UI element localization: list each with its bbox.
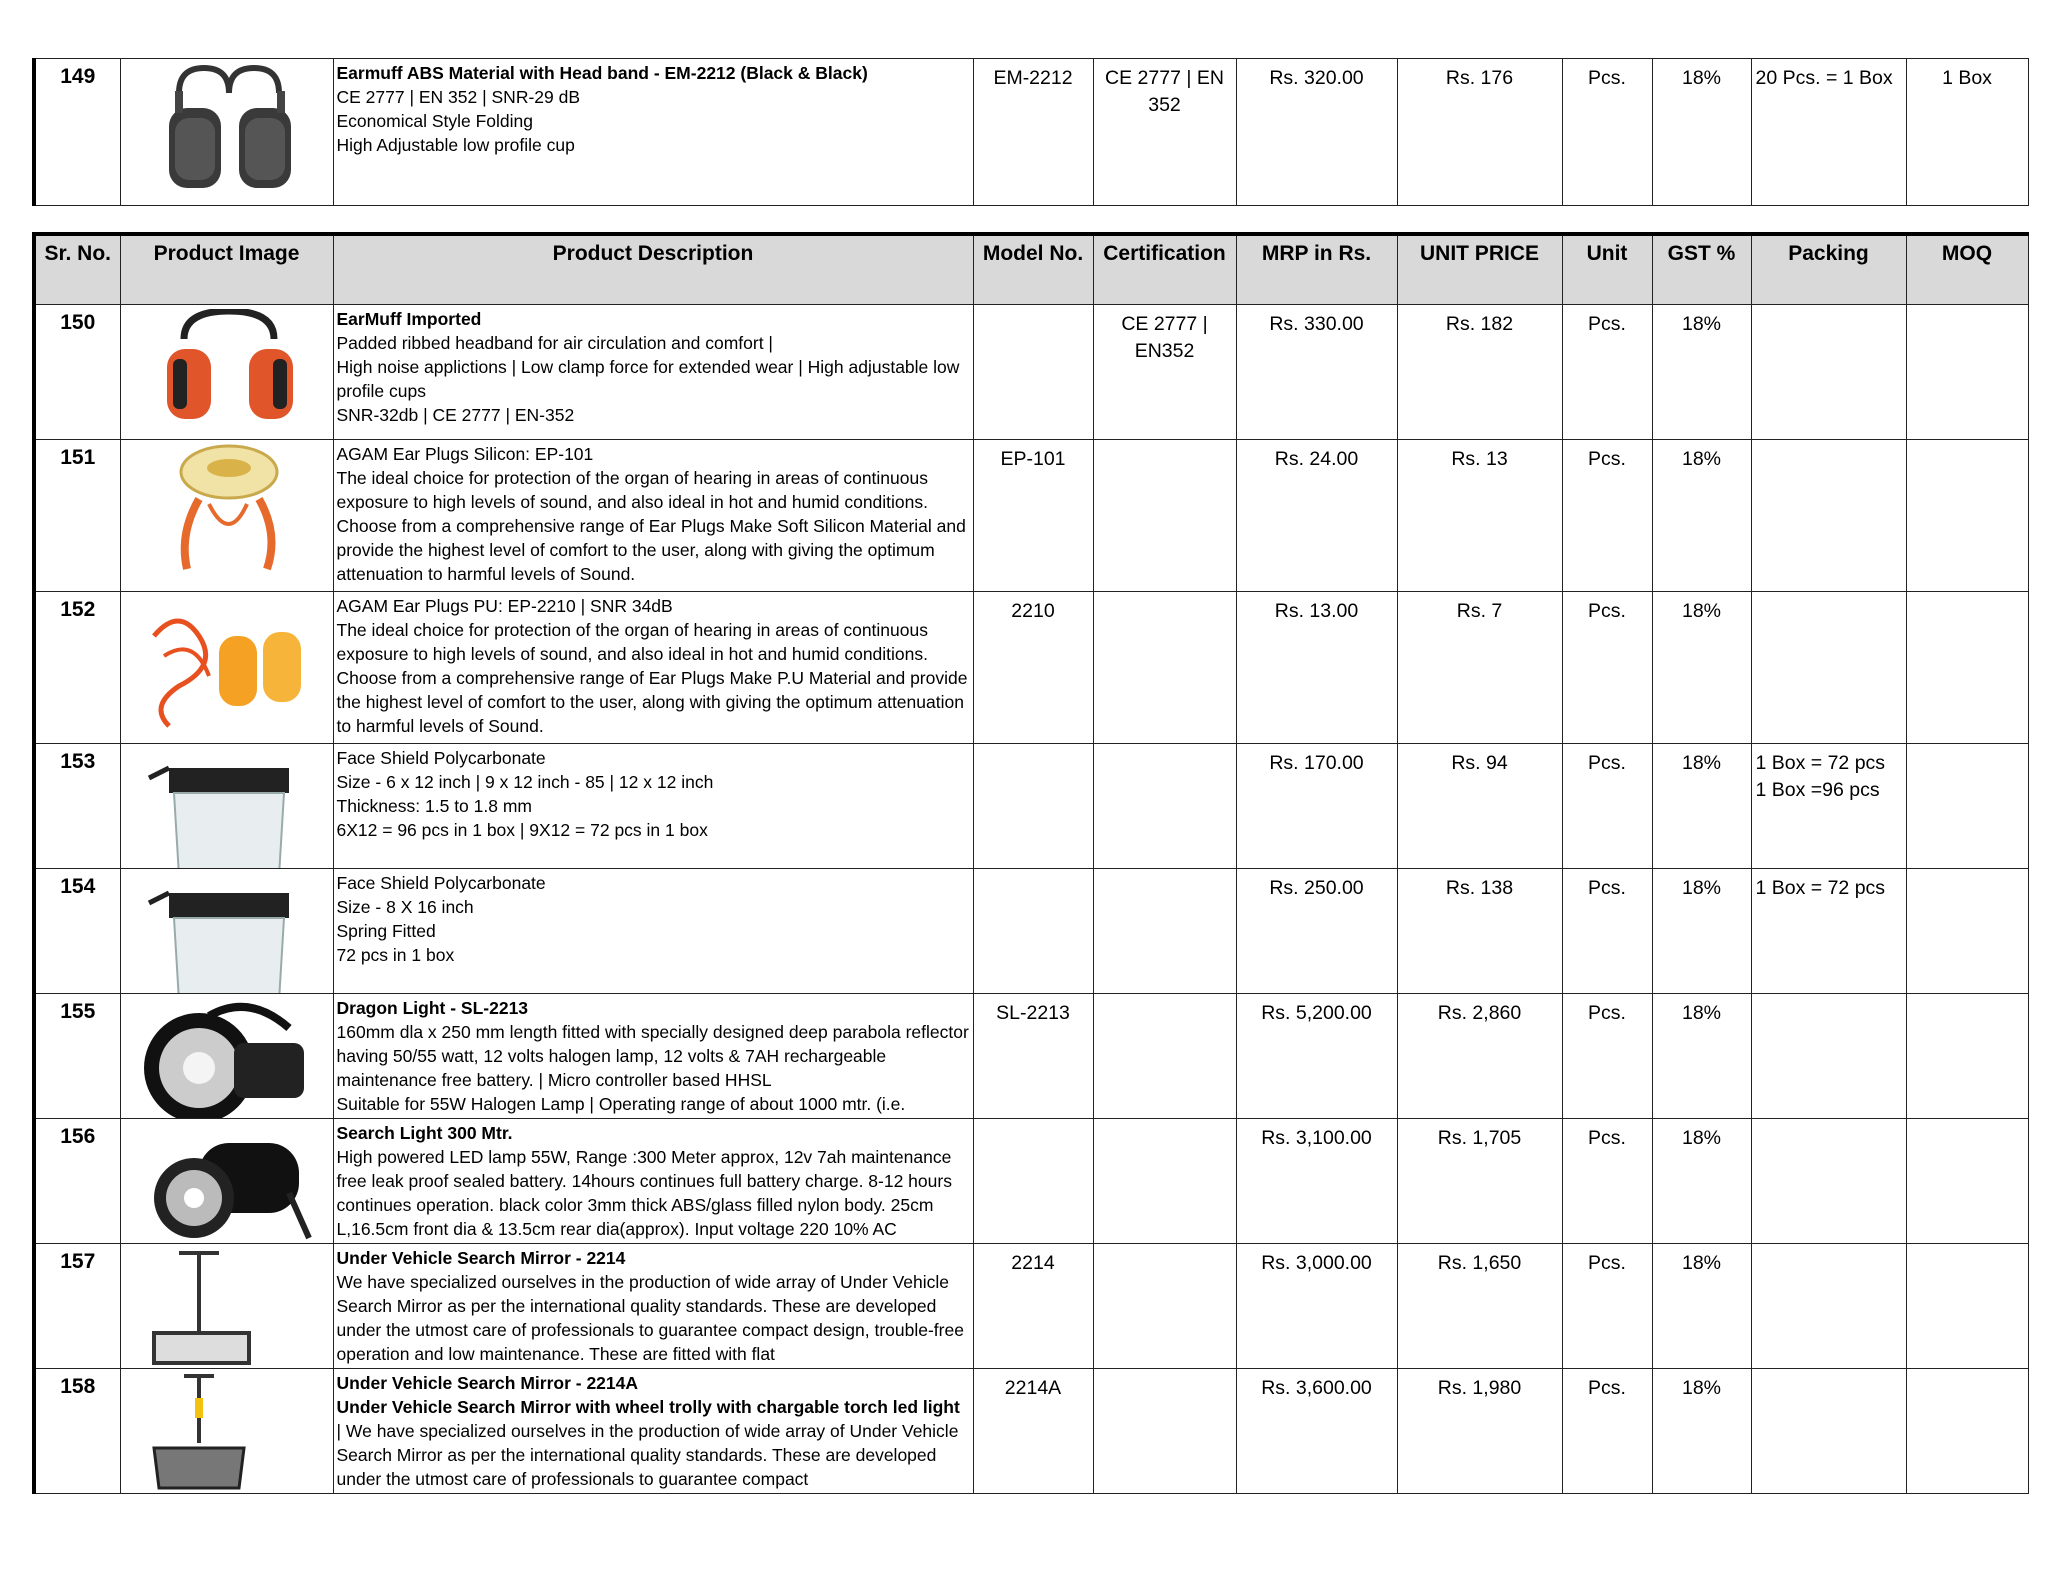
product-description (333, 305, 973, 440)
packing: 1 Box = 72 pcs 1 Box =96 pcs (1751, 744, 1906, 869)
mrp: Rs. 320.00 (1236, 59, 1397, 206)
col-header-image: Product Image (120, 234, 333, 305)
moq (1906, 869, 2028, 994)
desc-line: The ideal choice for protection of the organ of hearing in areas of continuous exposure to high levels of sound, and also ideal in hot and humid conditions. Choose from a comprehensive range of Ear Plugs Make P.U Material and provide the highest level of comfort to the user, along with giving the optimum attenuation to harmful levels of Sound. (336, 620, 968, 736)
desc-line: Size - 6 x 12 inch | 9 x 12 inch - 85 | 12 x 12 inch (336, 772, 714, 792)
product-subtitle: Under Vehicle Search Mirror with wheel trolly with chargable torch led light (336, 1397, 960, 1417)
col-header-sr: Sr. No. (34, 234, 120, 305)
certification (1093, 1119, 1236, 1244)
product-image-cell (120, 592, 333, 744)
col-header-packing: Packing (1751, 234, 1906, 305)
gst: 18% (1652, 994, 1751, 1119)
product-image-cell (120, 1369, 333, 1494)
mrp: Rs. 5,200.00 (1236, 994, 1397, 1119)
desc-line: High Adjustable low profile cup (336, 135, 575, 155)
col-header-mrp: MRP in Rs. (1236, 234, 1397, 305)
certification (1093, 994, 1236, 1119)
packing (1751, 1369, 1906, 1494)
gst: 18% (1652, 1244, 1751, 1369)
col-header-unit-price: UNIT PRICE (1397, 234, 1562, 305)
unit-price: Rs. 13 (1397, 440, 1562, 592)
table-row (34, 869, 2028, 994)
mrp: Rs. 24.00 (1236, 440, 1397, 592)
col-header-unit: Unit (1562, 234, 1652, 305)
model-no (973, 305, 1093, 440)
product-title: AGAM Ear Plugs PU: EP-2210 | SNR 34dB (336, 596, 673, 616)
certification: CE 2777 | EN 352 (1093, 59, 1236, 206)
table-body (34, 305, 2028, 1494)
product-title: AGAM Ear Plugs Silicon: EP-101 (336, 444, 594, 464)
sr-no: 151 (34, 440, 120, 592)
unit-price: Rs. 1,980 (1397, 1369, 1562, 1494)
mrp: Rs. 3,100.00 (1236, 1119, 1397, 1244)
unit-price: Rs. 138 (1397, 869, 1562, 994)
gst: 18% (1652, 305, 1751, 440)
moq (1906, 744, 2028, 869)
packing (1751, 592, 1906, 744)
sr-no: 150 (34, 305, 120, 440)
table-row (34, 1244, 2028, 1369)
packing (1751, 440, 1906, 592)
table-row (34, 440, 2028, 592)
model-no: EP-101 (973, 440, 1093, 592)
unit-price: Rs. 2,860 (1397, 994, 1562, 1119)
moq (1906, 440, 2028, 592)
product-title: Dragon Light - SL-2213 (336, 998, 529, 1018)
sr-no: 152 (34, 592, 120, 744)
unit: Pcs. (1562, 59, 1652, 206)
model-no: SL-2213 (973, 994, 1093, 1119)
product-description (333, 440, 973, 592)
col-header-moq: MOQ (1906, 234, 2028, 305)
sr-no: 157 (34, 1244, 120, 1369)
product-image-cell (120, 994, 333, 1119)
product-description (333, 59, 973, 206)
certification (1093, 1244, 1236, 1369)
certification (1093, 440, 1236, 592)
unit: Pcs. (1562, 744, 1652, 869)
mrp: Rs. 170.00 (1236, 744, 1397, 869)
model-no: 2214 (973, 1244, 1093, 1369)
certification (1093, 744, 1236, 869)
unit-price: Rs. 182 (1397, 305, 1562, 440)
sr-no: 149 (34, 59, 120, 206)
product-title: Face Shield Polycarbonate (336, 748, 546, 768)
gst: 18% (1652, 59, 1751, 206)
product-image-cell (120, 1244, 333, 1369)
sr-no: 154 (34, 869, 120, 994)
certification (1093, 869, 1236, 994)
product-description (333, 1119, 973, 1244)
desc-line: Thickness: 1.5 to 1.8 mm (336, 796, 532, 816)
top-product-table (32, 58, 2029, 206)
model-no: 2214A (973, 1369, 1093, 1494)
table-row (34, 1369, 2028, 1494)
vehicle-mirror-trolley-icon (139, 1373, 319, 1494)
product-title: Search Light 300 Mtr. (336, 1123, 513, 1143)
mrp: Rs. 3,000.00 (1236, 1244, 1397, 1369)
earmuff-orange-icon (139, 309, 319, 440)
model-no: EM-2212 (973, 59, 1093, 206)
desc-line: We have specialized ourselves in the production of wide array of Under Vehicle Search Mirror as per the international quality standards. These are developed under the utmost care of professionals to guarantee compact design, trouble-free operation and low maintenance. These are fitted with flat (336, 1272, 964, 1364)
unit: Pcs. (1562, 305, 1652, 440)
desc-line: CE 2777 | EN 352 | SNR-29 dB (336, 87, 581, 107)
unit: Pcs. (1562, 1369, 1652, 1494)
moq (1906, 1244, 2028, 1369)
silicon-earplug-icon (139, 444, 319, 579)
mrp: Rs. 330.00 (1236, 305, 1397, 440)
product-image-cell (120, 744, 333, 869)
product-title: Under Vehicle Search Mirror - 2214A (336, 1373, 639, 1393)
sr-no: 156 (34, 1119, 120, 1244)
unit-price: Rs. 1,650 (1397, 1244, 1562, 1369)
unit: Pcs. (1562, 869, 1652, 994)
vehicle-mirror-icon (139, 1248, 319, 1369)
face-shield-icon (139, 873, 319, 994)
sr-no: 153 (34, 744, 120, 869)
gst: 18% (1652, 592, 1751, 744)
table-row (34, 1119, 2028, 1244)
desc-line: Suitable for 55W Halogen Lamp | Operating range of about 1000 mtr. (i.e. (336, 1094, 906, 1114)
desc-line: The ideal choice for protection of the organ of hearing in areas of continuous exposure to high levels of sound, and also ideal in hot and humid conditions. Choose from a comprehensive range of Ear Plugs Make Soft Silicon Material and provide the highest level of comfort to the user, along with giving the optimum attenuation to harmful levels of Sound. (336, 468, 966, 584)
product-description (333, 994, 973, 1119)
certification (1093, 1369, 1236, 1494)
packing (1751, 1119, 1906, 1244)
product-title: EarMuff Imported (336, 309, 482, 329)
desc-line: Padded ribbed headband for air circulation and comfort | (336, 333, 773, 353)
certification (1093, 592, 1236, 744)
packing: 1 Box = 72 pcs (1751, 869, 1906, 994)
desc-line: High noise applictions | Low clamp force for extended wear | High adjustable low profile cups (336, 357, 960, 401)
product-image-cell (120, 869, 333, 994)
product-image-cell (120, 305, 333, 440)
col-header-gst: GST % (1652, 234, 1751, 305)
col-header-model: Model No. (973, 234, 1093, 305)
unit: Pcs. (1562, 592, 1652, 744)
packing (1751, 305, 1906, 440)
product-image-cell (120, 440, 333, 592)
search-light-icon (139, 1123, 319, 1244)
sr-no: 158 (34, 1369, 120, 1494)
product-table (32, 232, 2029, 1494)
product-image-cell (120, 1119, 333, 1244)
unit-price: Rs. 176 (1397, 59, 1562, 206)
table-row (34, 744, 2028, 869)
moq (1906, 1369, 2028, 1494)
header-row (34, 234, 2028, 305)
pu-earplug-icon (139, 596, 319, 731)
gst: 18% (1652, 1119, 1751, 1244)
gst: 18% (1652, 869, 1751, 994)
gst: 18% (1652, 744, 1751, 869)
col-header-description: Product Description (333, 234, 973, 305)
table-row (34, 59, 2028, 206)
certification: CE 2777 | EN352 (1093, 305, 1236, 440)
product-title: Earmuff ABS Material with Head band - EM-2212 (Black & Black) (336, 63, 868, 83)
desc-line: 160mm dla x 250 mm length fitted with specially designed deep parabola reflector having 50/55 watt, 12 volts halogen lamp, 12 volts & 7AH rechargeable maintenance free battery. | Micro controller based HHSL (336, 1022, 969, 1090)
table-row (34, 305, 2028, 440)
product-description (333, 1369, 973, 1494)
moq (1906, 305, 2028, 440)
product-description (333, 592, 973, 744)
unit-price: Rs. 1,705 (1397, 1119, 1562, 1244)
desc-line: High powered LED lamp 55W, Range :300 Meter approx, 12v 7ah maintenance free leak proof sealed battery. 14hours continues full battery charge. 8-12 hours continues operation. black color 3mm thick ABS/glass filled nylon body. 25cm L,16.5cm front dia & 13.5cm rear dia(approx). Input voltage 220 10% AC (336, 1147, 952, 1239)
packing (1751, 1244, 1906, 1369)
unit: Pcs. (1562, 994, 1652, 1119)
desc-line: 72 pcs in 1 box (336, 945, 455, 965)
packing (1751, 994, 1906, 1119)
desc-line: Economical Style Folding (336, 111, 533, 131)
model-no: 2210 (973, 592, 1093, 744)
product-description (333, 1244, 973, 1369)
desc-line: Size - 8 X 16 inch (336, 897, 474, 917)
model-no (973, 1119, 1093, 1244)
desc-line: | We have specialized ourselves in the production of wide array of Under Vehicle Search Mirror as per the international quality standards. These are developed under the utmost care of professionals to guarantee compact (336, 1421, 959, 1489)
moq (1906, 1119, 2028, 1244)
product-image-cell (120, 59, 333, 206)
unit: Pcs. (1562, 1244, 1652, 1369)
desc-line: SNR-32db | CE 2777 | EN-352 (336, 405, 575, 425)
moq (1906, 592, 2028, 744)
col-header-cert: Certification (1093, 234, 1236, 305)
model-no (973, 869, 1093, 994)
face-shield-icon (139, 748, 319, 869)
product-title: Face Shield Polycarbonate (336, 873, 546, 893)
product-description (333, 744, 973, 869)
product-description (333, 869, 973, 994)
unit-price: Rs. 94 (1397, 744, 1562, 869)
gst: 18% (1652, 440, 1751, 592)
unit-price: Rs. 7 (1397, 592, 1562, 744)
mrp: Rs. 3,600.00 (1236, 1369, 1397, 1494)
mrp: Rs. 13.00 (1236, 592, 1397, 744)
desc-line: Spring Fitted (336, 921, 436, 941)
packing: 20 Pcs. = 1 Box (1751, 59, 1906, 206)
moq: 1 Box (1906, 59, 2028, 206)
unit: Pcs. (1562, 1119, 1652, 1244)
moq (1906, 994, 2028, 1119)
mrp: Rs. 250.00 (1236, 869, 1397, 994)
product-title: Under Vehicle Search Mirror - 2214 (336, 1248, 626, 1268)
unit: Pcs. (1562, 440, 1652, 592)
table-row (34, 592, 2028, 744)
gst: 18% (1652, 1369, 1751, 1494)
model-no (973, 744, 1093, 869)
earmuff-black-icon (139, 63, 319, 198)
dragon-light-icon (139, 998, 319, 1119)
desc-line: 6X12 = 96 pcs in 1 box | 9X12 = 72 pcs in 1 box (336, 820, 708, 840)
table-row (34, 994, 2028, 1119)
sr-no: 155 (34, 994, 120, 1119)
